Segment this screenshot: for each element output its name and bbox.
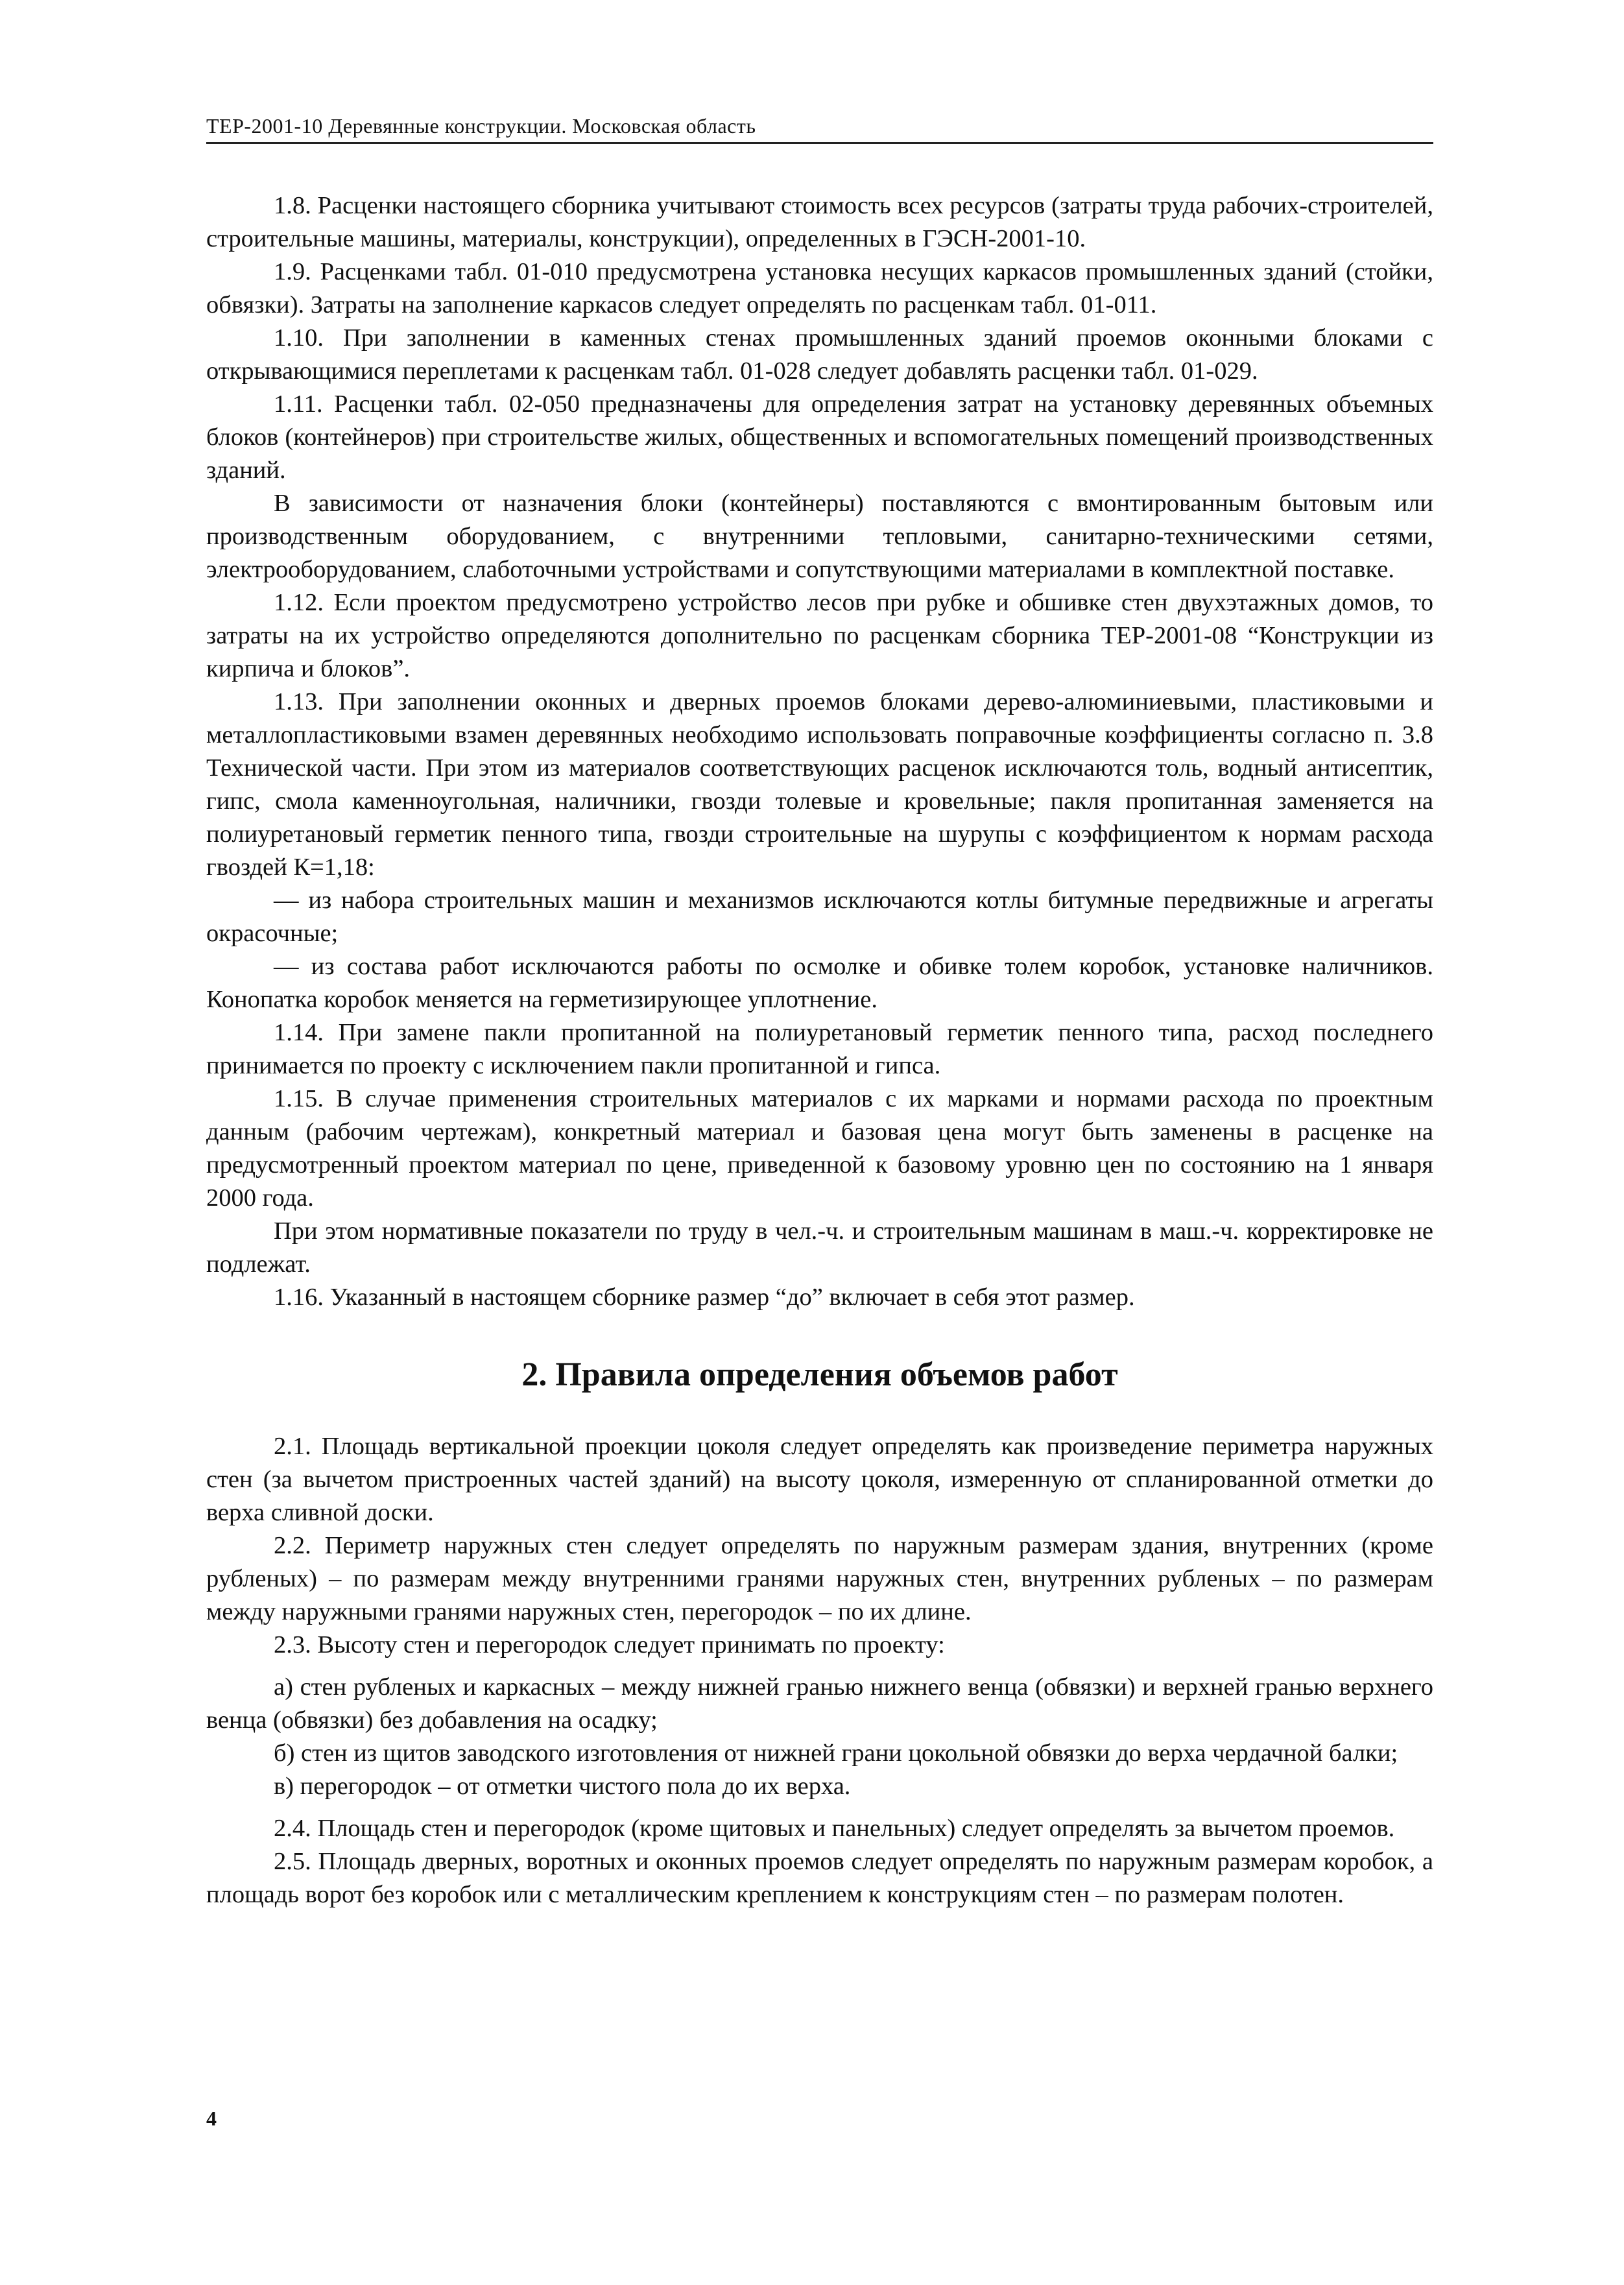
paragraph-dash-works: — из состава работ исключаются работы по осмолке и обивке толем коробок, установке наличников. Конопатка коробок меняется на герметизирующее уплотнение. [206, 953, 1433, 1013]
paragraph-dash-machines: — из набора строительных машин и механизмов исключаются котлы битумные передвижные и агрегаты окрасочные; [206, 887, 1433, 947]
paragraph-2-5: 2.5. Площадь дверных, воротных и оконных проемов следует определять по наружным размерам коробок, а площадь ворот без коробок или с металлическим креплением к конструкциям стен – по размерам полотен. [206, 1848, 1433, 1908]
paragraph-1-15: 1.15. В случае применения строительных материалов с их марками и нормами расхода по проектным данным (рабочим чертежам), конкретный материал и базовая цена могут быть заменены в расценке на предусмотренный проектом материал по цене, приведенной к базовому уровню цен по состоянию на 1 января 2000 года. [206, 1085, 1433, 1212]
paragraph-1-8: 1.8. Расценки настоящего сборника учитывают стоимость всех ресурсов (затраты труда рабочих-строителей, строительные машины, материалы, конструкции), определенных в ГЭСН-2001-10. [206, 192, 1433, 252]
paragraph-2-2: 2.2. Периметр наружных стен следует определять по наружным размерам здания, внутренних (кроме рубленых) – по размерам между внутренними гранями наружных стен, внутренних рубленых – по размерам между наружными гранями наружных стен, перегородок – по их длине. [206, 1532, 1433, 1625]
paragraph-1-10: 1.10. При заполнении в каменных стенах промышленных зданий проемов оконными блоками с открывающимися переплетами к расценкам табл. 01-028 следует добавлять расценки табл. 01-029. [206, 324, 1433, 385]
paragraph-2-3-b: б) стен из щитов заводского изготовления от нижней грани цокольной обвязки до верха чердачной балки; [274, 1740, 1398, 1767]
document-page [206, 114, 1433, 1911]
running-header: ТЕР-2001-10 Деревянные конструкции. Московская область [206, 114, 1433, 144]
paragraph-1-16: 1.16. Указанный в настоящем сборнике размер “до” включает в себя этот размер. [274, 1284, 1135, 1311]
paragraph-2-1: 2.1. Площадь вертикальной проекции цоколя следует определять как произведение периметра наружных стен (за вычетом пристроенных частей зданий) на высоту цоколя, измеренную от спланированной отметки до верха сливной доски. [206, 1433, 1433, 1526]
paragraph-2-3: 2.3. Высоту стен и перегородок следует принимать по проекту: [274, 1631, 945, 1658]
paragraph-2-3-a: а) стен рубленых и каркасных – между нижней гранью нижнего венца (обвязки) и верхней гранью верхнего венца (обвязки) без добавления на осадку; [206, 1673, 1433, 1734]
paragraph-2-4: 2.4. Площадь стен и перегородок (кроме щитовых и панельных) следует определять за вычетом проемов. [274, 1815, 1395, 1842]
paragraph-1-13: 1.13. При заполнении оконных и дверных проемов блоками дерево-алюминиевыми, пластиковыми и металлопластиковыми взамен деревянных необходимо использовать поправочные коэффициенты согласно п. 3.8 Технической части. При этом из материалов соответствующих расценок исключаются толь, водный антисептик, гипс, смола каменноугольная, наличники, гвозди толевые и кровельные; пакля пропитанная заменяется на полиуретановый герметик пенного типа, гвозди строительные на шурупы с коэффициентом к нормам расхода гвоздей К=1,18: [206, 688, 1433, 881]
paragraph-1-9: 1.9. Расценками табл. 01-010 предусмотрена установка несущих каркасов промышленных зданий (стойки, обвязки). Затраты на заполнение каркасов следует определять по расценкам табл. 01-011. [206, 258, 1433, 318]
paragraph-containers: В зависимости от назначения блоки (контейнеры) поставляются с вмонтированным бытовым или производственным оборудованием, с внутренними тепловыми, санитарно-техническими сетями, электрооборудованием, слаботочными устройствами и сопутствующими материалами в комплектной поставке. [206, 490, 1433, 583]
paragraph-1-11: 1.11. Расценки табл. 02-050 предназначены для определения затрат на установку деревянных объемных блоков (контейнеров) при строительстве жилых, общественных и вспомогательных помещений производственных зданий. [206, 390, 1433, 484]
paragraph-1-12: 1.12. Если проектом предусмотрено устройство лесов при рубке и обшивке стен двухэтажных домов, то затраты на их устройство определяются дополнительно по расценкам сборника ТЕР-2001-08 “Конструкции из кирпича и блоков”. [206, 589, 1433, 682]
section-title: 2. Правила определения объемов работ [521, 1356, 1118, 1393]
page-number: 4 [206, 2107, 217, 2130]
paragraph-2-3-c: в) перегородок – от отметки чистого пола до их верха. [274, 1773, 851, 1800]
paragraph-1-14: 1.14. При замене пакли пропитанной на полиуретановый герметик пенного типа, расход последнего принимается по проекту с исключением пакли пропитанной и гипса. [206, 1019, 1433, 1079]
paragraph-norms: При этом нормативные показатели по труду в чел.-ч. и строительным машинам в маш.-ч. корректировке не подлежат. [206, 1217, 1433, 1278]
